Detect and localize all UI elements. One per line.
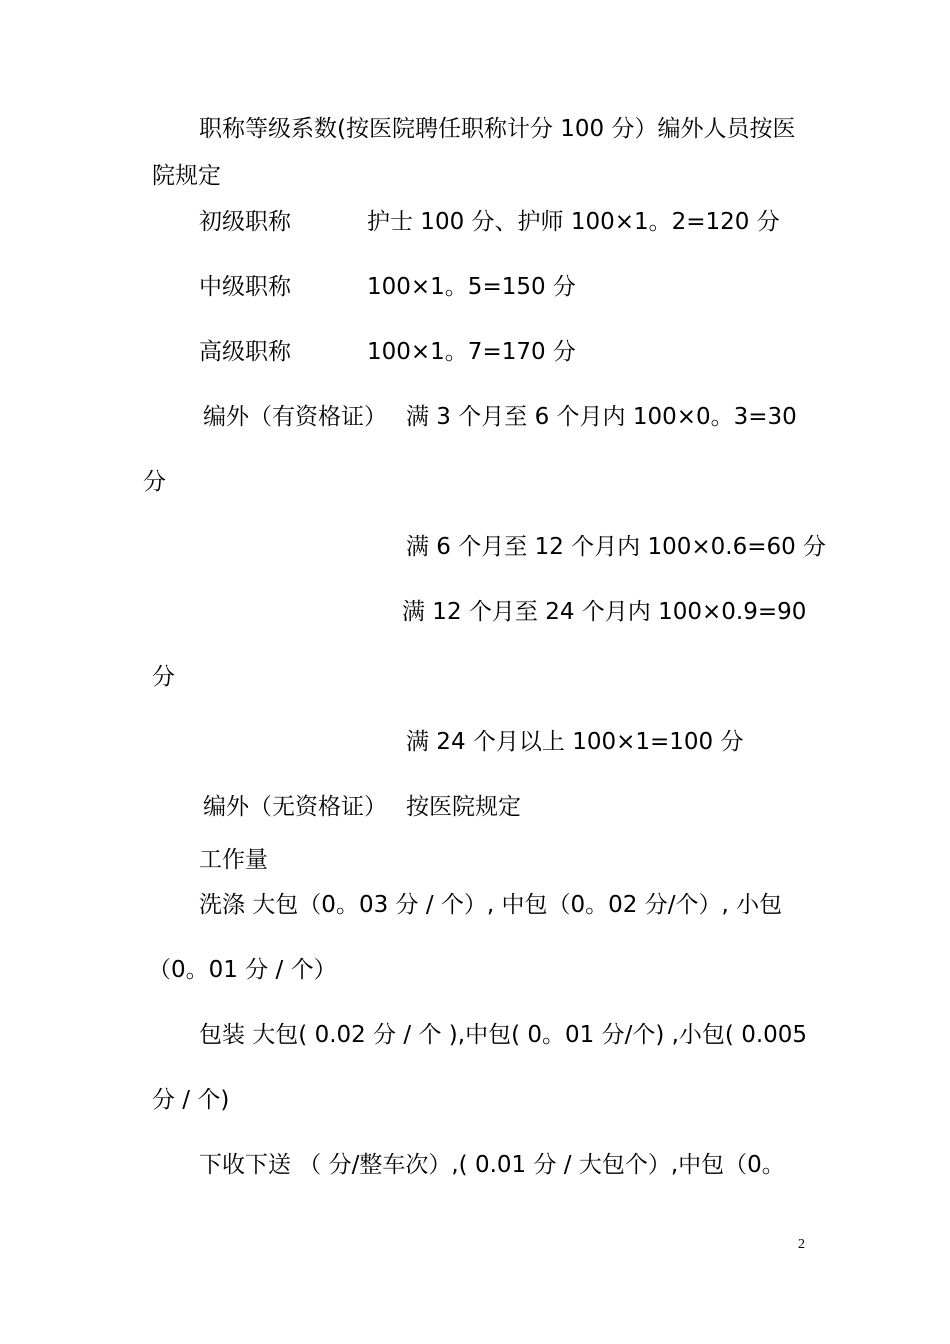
label-middle-title: 中级职称: [199, 274, 291, 300]
value-continuation: 分: [152, 664, 175, 690]
paragraph-continuation: （0。01 分 / 个）: [148, 957, 337, 983]
value-external-12-24-months: 满 12 个月至 24 个月内 100×0.9=90: [402, 599, 807, 625]
value-external-6-12-months: 满 6 个月至 12 个月内 100×0.6=60 分: [406, 534, 827, 560]
paragraph-title-coefficient: 职称等级系数(按医院聘任职称计分 100 分）编外人员按医: [199, 116, 796, 142]
label-external-uncertified: 编外（无资格证）: [203, 794, 387, 820]
value-senior-title: 100×1。7=170 分: [367, 339, 576, 365]
label-senior-title: 高级职称: [199, 339, 291, 365]
value-external-uncertified: 按医院规定: [406, 794, 521, 820]
paragraph-continuation: 分 / 个): [152, 1087, 230, 1113]
label-junior-title: 初级职称: [199, 209, 291, 235]
value-external-3-6-months: 满 3 个月至 6 个月内 100×0。3=30: [406, 404, 797, 430]
label-external-certified: 编外（有资格证）: [203, 404, 387, 430]
value-external-24-plus-months: 满 24 个月以上 100×1=100 分: [406, 729, 744, 755]
value-continuation: 分: [143, 469, 166, 495]
paragraph-washing: 洗涤 大包（0。03 分 / 个）, 中包（0。02 分/个）, 小包: [199, 892, 783, 918]
paragraph-delivery: 下收下送 （ 分/整车次）,( 0.01 分 / 大包个）,中包（0。: [199, 1152, 785, 1178]
paragraph-continuation: 院规定: [152, 163, 221, 189]
value-junior-title: 护士 100 分、护师 100×1。2=120 分: [367, 209, 780, 235]
value-middle-title: 100×1。5=150 分: [367, 274, 576, 300]
paragraph-packaging: 包装 大包( 0.02 分 / 个 ),中包( 0。01 分/个) ,小包( 0.005: [199, 1022, 808, 1048]
heading-workload: 工作量: [199, 847, 268, 873]
page-number: 2: [798, 1237, 805, 1252]
